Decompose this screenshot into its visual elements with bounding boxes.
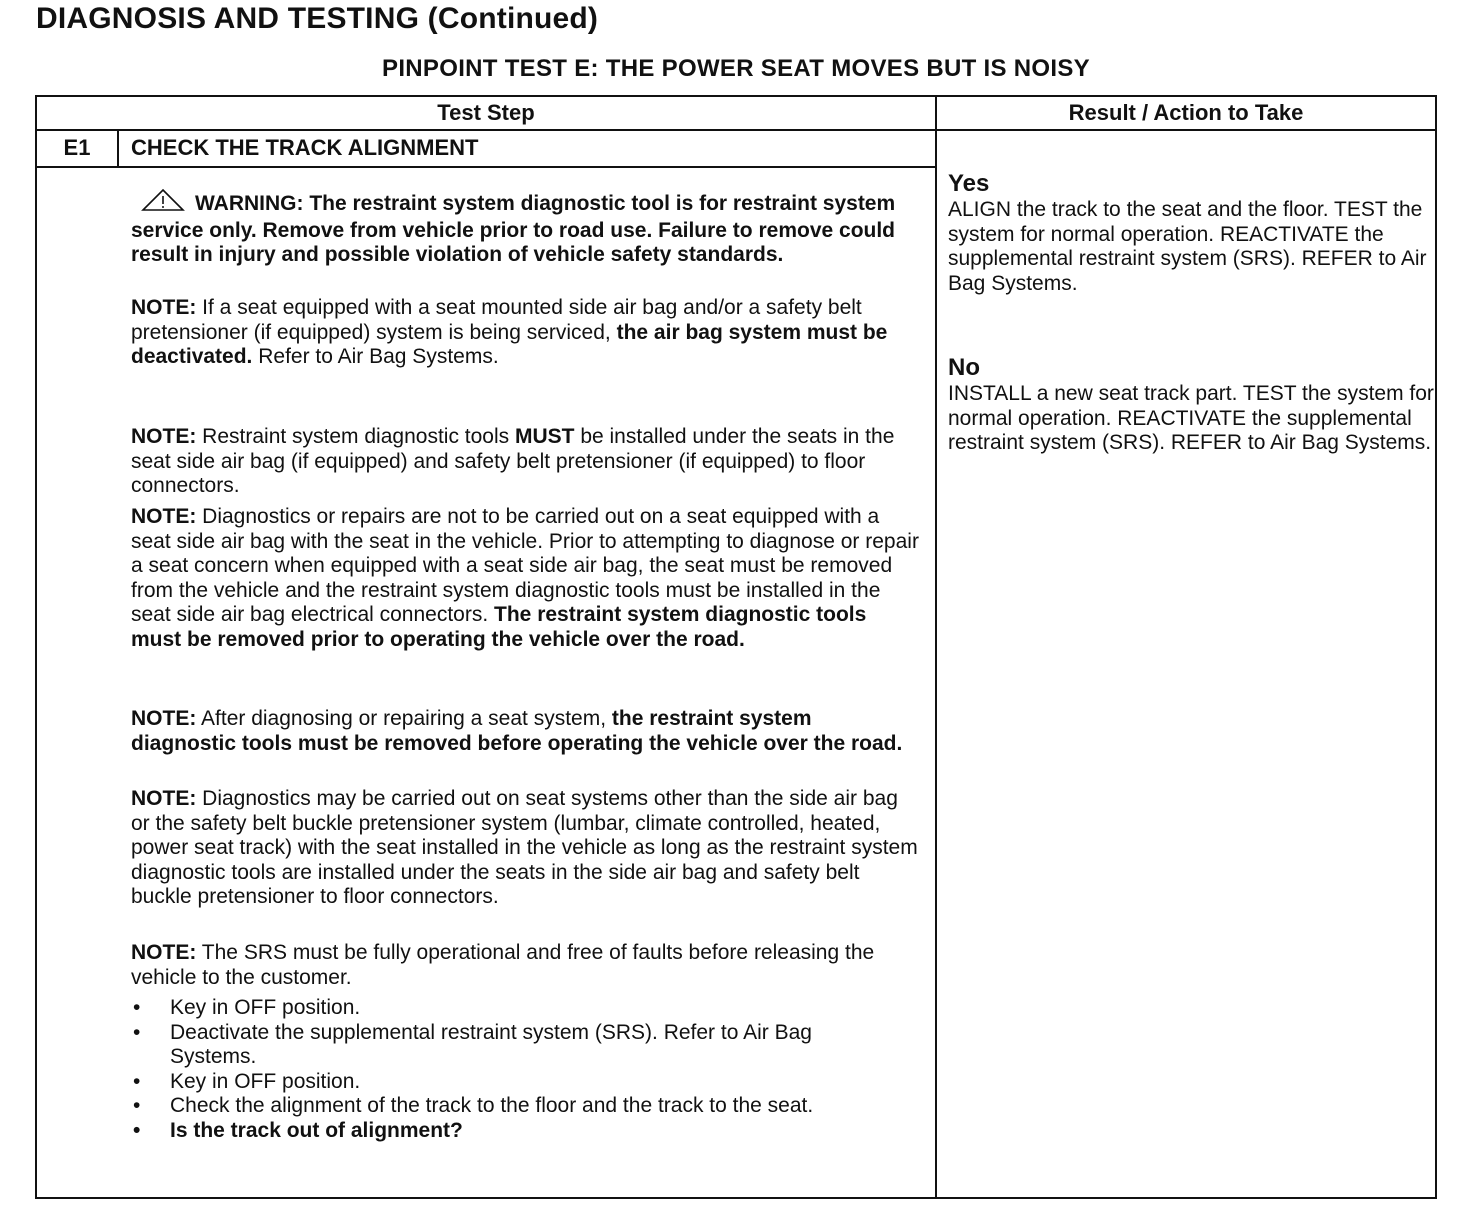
result-yes-text: ALIGN the track to the seat and the floor. TEST the system for normal operation. REACTIVATE the supplemental restraint system (SRS). REFER to Air Bag Systems. (948, 198, 1427, 295)
note-text: After diagnosing or repairing a seat system, (201, 707, 607, 730)
page-title: DIAGNOSIS AND TESTING (Continued) (36, 2, 599, 35)
note-text: be installed under the seats in the seat side air bag (if equipped) and safety belt pretensioner (if equipped) to floor connectors. (131, 425, 895, 498)
note-text: The SRS must be fully operational and free of faults before releasing the vehicle to the customer. (131, 941, 875, 989)
pinpoint-test-title: PINPOINT TEST E: THE POWER SEAT MOVES BUT IS NOISY (382, 55, 1090, 82)
step-id: E1 (63, 135, 91, 160)
note-text: Diagnostics may be carried out on seat systems other than the side air bag or the safety belt buckle pretensioner system (lumbar, climate controlled, heated, power seat track) with the seat installed in the vehicle as long as the restraint system diagnostic tools are installed under the seats in the side air bag and safety belt buckle pretensioner to floor connectors. (131, 787, 918, 909)
step-id-divider (117, 129, 119, 167)
note-label: NOTE: (131, 296, 197, 319)
step-title-divider (35, 166, 937, 168)
column-divider (935, 95, 937, 1199)
note-label: NOTE: (131, 425, 197, 448)
warning-triangle-icon (141, 188, 185, 219)
note-1 (131, 296, 921, 370)
note-label: NOTE: (131, 787, 197, 810)
note-label: NOTE: (131, 941, 197, 964)
note-5 (131, 787, 921, 910)
note-bold: The restraint system diagnostic tools must be removed prior to operating the vehicle over the road. (131, 603, 867, 651)
step-bullets (131, 996, 901, 1144)
note-text: Diagnostics or repairs are not to be carried out on a seat equipped with a seat side air bag with the seat in the vehicle. Prior to attempting to diagnose or repair a seat concern when equipped with a seat side air bag, the seat must be removed from the vehicle and the restraint system diagnostic tools must be installed in the seat side air bag electrical connectors. (131, 505, 919, 627)
result-yes-label: Yes (948, 170, 990, 197)
result-yes (948, 170, 1434, 296)
note-text: Restraint system diagnostic tools (202, 425, 510, 448)
column-header-test-step: Test Step (437, 100, 535, 125)
note-label: NOTE: (131, 707, 197, 730)
bullet-item: • Deactivate the supplemental restraint system (SRS). Refer to Air Bag Systems. (133, 1020, 812, 1069)
bullet-item: • Check the alignment of the track to the floor and the track to the seat. (133, 1094, 814, 1118)
bullet-item-question: • Is the track out of alignment? (133, 1118, 463, 1142)
warning-block (131, 188, 921, 268)
result-no-text: INSTALL a new seat track part. TEST the system for normal operation. REACTIVATE the supplemental restraint system (SRS). REFER to Air Bag Systems. (948, 382, 1434, 455)
note-2 (131, 425, 921, 499)
note-bold: MUST (514, 425, 575, 448)
note-6 (131, 941, 921, 990)
column-header-result: Result / Action to Take (1068, 100, 1304, 125)
note-3 (131, 505, 921, 653)
result-no-label: No (948, 354, 980, 381)
note-bold: the air bag system must be deactivated. (131, 320, 888, 369)
note-text: If a seat equipped with a seat mounted side air bag and/or a safety belt pretensioner (if equipped) system is being serviced, (131, 296, 862, 344)
result-no (948, 354, 1434, 456)
note-label: NOTE: (131, 505, 197, 528)
note-bold: the restraint system diagnostic tools must be removed before operating the vehicle over the road. (131, 707, 903, 755)
step-title: CHECK THE TRACK ALIGNMENT (131, 135, 479, 160)
warning-text: WARNING: The restraint system diagnostic tool is for restraint system service only. Remove from vehicle prior to road use. Failure to remove could result in injury and possible violation of vehicle safety standards. (131, 192, 896, 267)
note-tail: Refer to Air Bag Systems. (258, 345, 499, 369)
note-4 (131, 707, 921, 756)
bullet-item: • Key in OFF position. (133, 1069, 361, 1093)
bullet-item: • Key in OFF position. (133, 996, 361, 1019)
